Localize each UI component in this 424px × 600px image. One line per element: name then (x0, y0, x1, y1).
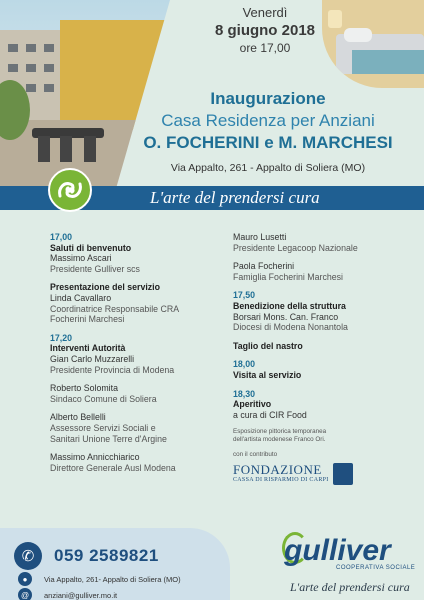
program-role: Presidente Gulliver scs (50, 263, 140, 274)
sponsor-seal-icon (333, 463, 353, 485)
title-line2: O. FOCHERINI e M. MARCHESI (143, 133, 393, 152)
phone-number[interactable]: 059 2589821 (54, 546, 159, 565)
email-row[interactable] (18, 588, 117, 600)
program-label: Visita al servizio (233, 369, 302, 380)
program-role: Assessore Servizi Sociali e (50, 422, 156, 433)
program-time: 18,30 (233, 388, 256, 399)
program-role: Sindaco Comune di Soliera (50, 393, 157, 404)
brand-sub: COOPERATIVA SOCIALE (336, 565, 416, 571)
program-time: 17,00 (50, 232, 73, 242)
program-role: Presidente Legacoop Nazionale (233, 242, 358, 253)
program-time: 18,00 (233, 359, 256, 370)
program-speaker: Paola Focherini (233, 261, 295, 272)
sponsor-contrib: con il contributo (233, 451, 278, 459)
program-label: Aperitivo (233, 399, 272, 410)
program-item (233, 389, 413, 421)
footer-address: Via Appalto, 261- Appalto di Soliera (MO) (44, 574, 181, 584)
program-label: Saluti di benvenuto (50, 242, 132, 253)
program-role: Famiglia Focherini Marchesi (233, 271, 343, 282)
exhibition-line1: Esposizione pittorica temporanea (233, 428, 327, 436)
sponsor-logo (233, 463, 413, 485)
program-speaker: Gian Carlo Muzzarelli (50, 353, 135, 364)
event-day: Venerdì (242, 5, 288, 20)
brand-name: gulliver (284, 534, 391, 567)
program-label: Taglio del nastro (233, 340, 303, 351)
program-item (50, 412, 230, 444)
footer (0, 524, 424, 600)
address-row (18, 572, 181, 586)
program-speaker: Alberto Bellelli (50, 412, 106, 423)
program-item (233, 290, 413, 332)
program-role: Diocesi di Modena Nonantola (233, 322, 348, 333)
event-title (118, 88, 418, 176)
program-right-column (233, 232, 413, 485)
program-role: Sanitari Unione Terre d'Argine (50, 433, 167, 444)
phone-icon: ✆ (14, 542, 42, 570)
gulliver-logo (284, 536, 420, 576)
program-time: 17,20 (50, 332, 73, 343)
program-label: Benedizione della struttura (233, 300, 346, 311)
exhibition-line2: dell'artista modenese Franco Ori. (233, 436, 326, 444)
program-role: Presidente Provincia di Modena (50, 364, 175, 375)
event-date (200, 4, 330, 56)
program-item (50, 282, 230, 324)
program-speaker: Roberto Solomita (50, 383, 118, 394)
program-role: Coordinatrice Responsabile CRA (50, 303, 180, 314)
program-left-column (50, 232, 230, 481)
sponsor-name: FONDAZIONE (233, 462, 322, 478)
program-speaker: a cura di CIR Food (233, 409, 307, 420)
program-time: 17,50 (233, 290, 256, 301)
program-item (50, 333, 230, 375)
title-heading: Inaugurazione (210, 89, 326, 108)
band-slogan: L'arte del prendersi cura (150, 188, 320, 207)
program-speaker: Linda Cavallaro (50, 292, 112, 303)
event-date-text: 8 giugno 2018 (214, 22, 316, 39)
title-line1: Casa Residenza per Anziani (161, 111, 375, 130)
program-role: Direttore Generale Ausl Modena (50, 462, 176, 473)
program-item (233, 232, 413, 253)
program-speaker: Mauro Lusetti (233, 232, 287, 242)
program-label: Presentazione del servizio (50, 282, 161, 293)
program-item (233, 341, 413, 352)
program-item (50, 232, 230, 274)
program-speaker: Massimo Annicchiarico (50, 452, 140, 463)
program-item (50, 452, 230, 473)
program-speaker: Borsari Mons. Can. Franco (233, 311, 339, 322)
footer-slogan: L'arte del prendersi cura (290, 580, 410, 594)
sponsor-sub: CASSA DI RISPARMIO DI CARPI (233, 477, 329, 484)
contact-panel (0, 528, 230, 600)
email-icon: @ (18, 588, 32, 600)
location-icon: ● (18, 572, 32, 586)
exhibition-note (233, 428, 413, 444)
hands-logo-icon (48, 168, 92, 212)
program-item (233, 359, 413, 380)
event-time: ore 17,00 (239, 41, 291, 55)
event-address: Via Appalto, 261 - Appalto di Soliera (MO) (170, 162, 366, 174)
program-item (50, 383, 230, 404)
footer-email[interactable]: anziani@gulliver.mo.it (44, 590, 118, 600)
phone-row[interactable] (14, 542, 159, 570)
program-role: Focherini Marchesi (50, 314, 125, 325)
program-label: Interventi Autorità (50, 343, 126, 354)
bedroom-photo (322, 0, 424, 88)
program-speaker: Massimo Ascari (50, 253, 112, 264)
program-item (233, 261, 413, 282)
